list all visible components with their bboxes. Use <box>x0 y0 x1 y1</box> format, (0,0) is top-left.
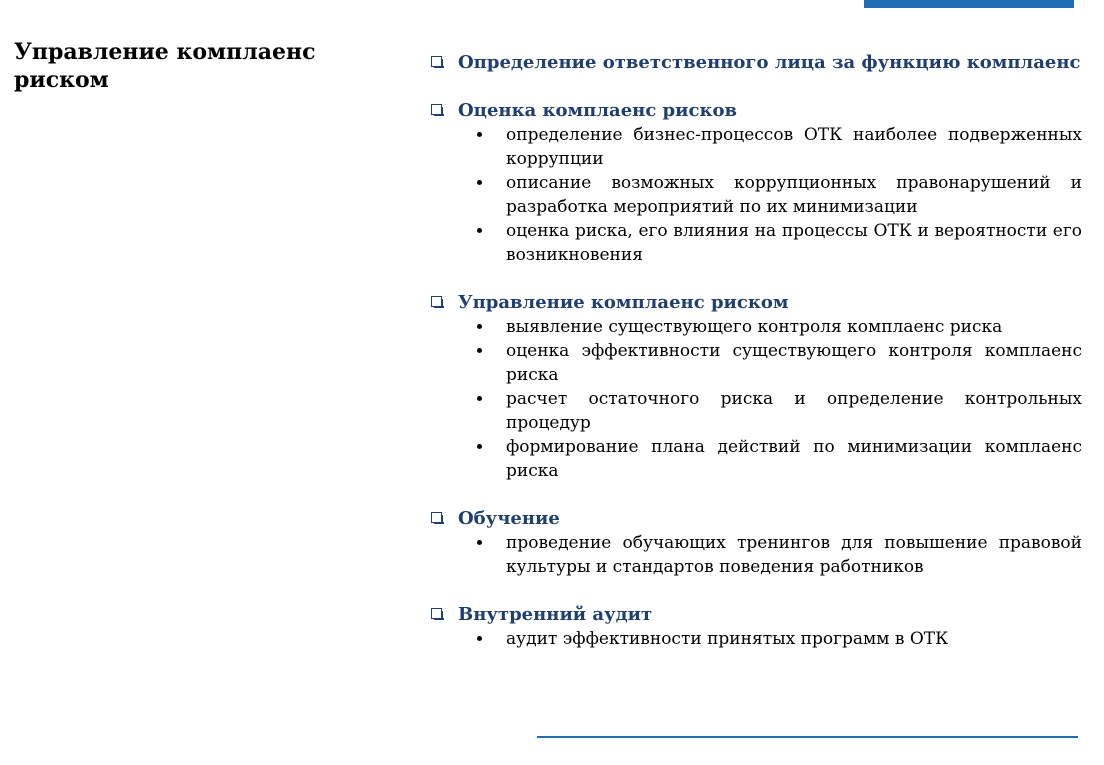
section-heading <box>430 507 1082 531</box>
list-item-text: определение бизнес-процессов ОТК наиболее подверженных коррупции <box>506 125 1082 169</box>
list-item <box>430 219 1082 267</box>
section <box>430 507 1082 579</box>
list-item-text: оценка эффективности существующего контроля комплаенс риска <box>506 341 1082 385</box>
list-item <box>430 627 1082 651</box>
list-item <box>430 531 1082 579</box>
checkbox-square-icon <box>431 608 442 619</box>
list-item-text: расчет остаточного риска и определение контрольных процедур <box>506 389 1082 433</box>
section-heading <box>430 291 1082 315</box>
list-item-text: выявление существующего контроля комплаенс риска <box>506 317 1003 337</box>
bullet-dot-icon <box>477 180 482 185</box>
list-item <box>430 339 1082 387</box>
list-item <box>430 387 1082 435</box>
section <box>430 51 1082 75</box>
top-accent-bar <box>864 0 1074 8</box>
bullet-list <box>430 627 1082 651</box>
bullet-dot-icon <box>477 396 482 401</box>
bullet-dot-icon <box>477 228 482 233</box>
section <box>430 99 1082 267</box>
list-item <box>430 315 1082 339</box>
bullet-list <box>430 531 1082 579</box>
section-heading-text: Обучение <box>458 508 560 529</box>
list-item <box>430 435 1082 483</box>
bullet-dot-icon <box>477 636 482 641</box>
list-item-text: формирование плана действий по минимизации комплаенс риска <box>506 437 1082 481</box>
checkbox-square-icon <box>431 296 442 307</box>
section-heading-text: Определение ответственного лица за функцию комплаенс <box>458 52 1081 73</box>
bullet-dot-icon <box>477 348 482 353</box>
list-item-text: описание возможных коррупционных правонарушений и разработка мероприятий по их минимизации <box>506 173 1082 217</box>
section-heading-text: Управление комплаенс риском <box>458 292 789 313</box>
section-heading <box>430 99 1082 123</box>
checkbox-square-icon <box>431 512 442 523</box>
section-heading <box>430 51 1082 75</box>
section-heading-text: Оценка комплаенс рисков <box>458 100 737 121</box>
section-heading <box>430 603 1082 627</box>
bullet-dot-icon <box>477 540 482 545</box>
list-item-text: оценка риска, его влияния на процессы ОТК и вероятности его возникновения <box>506 221 1082 265</box>
bullet-dot-icon <box>477 444 482 449</box>
list-item-text: аудит эффективности принятых программ в ОТК <box>506 629 949 649</box>
bullet-list <box>430 123 1082 267</box>
list-item <box>430 171 1082 219</box>
section-heading-text: Внутренний аудит <box>458 604 653 625</box>
checkbox-square-icon <box>431 56 442 67</box>
bullet-dot-icon <box>477 132 482 137</box>
bottom-divider-line <box>537 736 1078 738</box>
content-list <box>430 51 1082 675</box>
checkbox-square-icon <box>431 104 442 115</box>
bullet-list <box>430 315 1082 483</box>
list-item <box>430 123 1082 171</box>
slide-title: Управление комплаенс риском <box>14 39 316 93</box>
section <box>430 603 1082 651</box>
section <box>430 291 1082 483</box>
bullet-dot-icon <box>477 324 482 329</box>
list-item-text: проведение обучающих тренингов для повышение правовой культуры и стандартов поведения работников <box>506 533 1082 577</box>
